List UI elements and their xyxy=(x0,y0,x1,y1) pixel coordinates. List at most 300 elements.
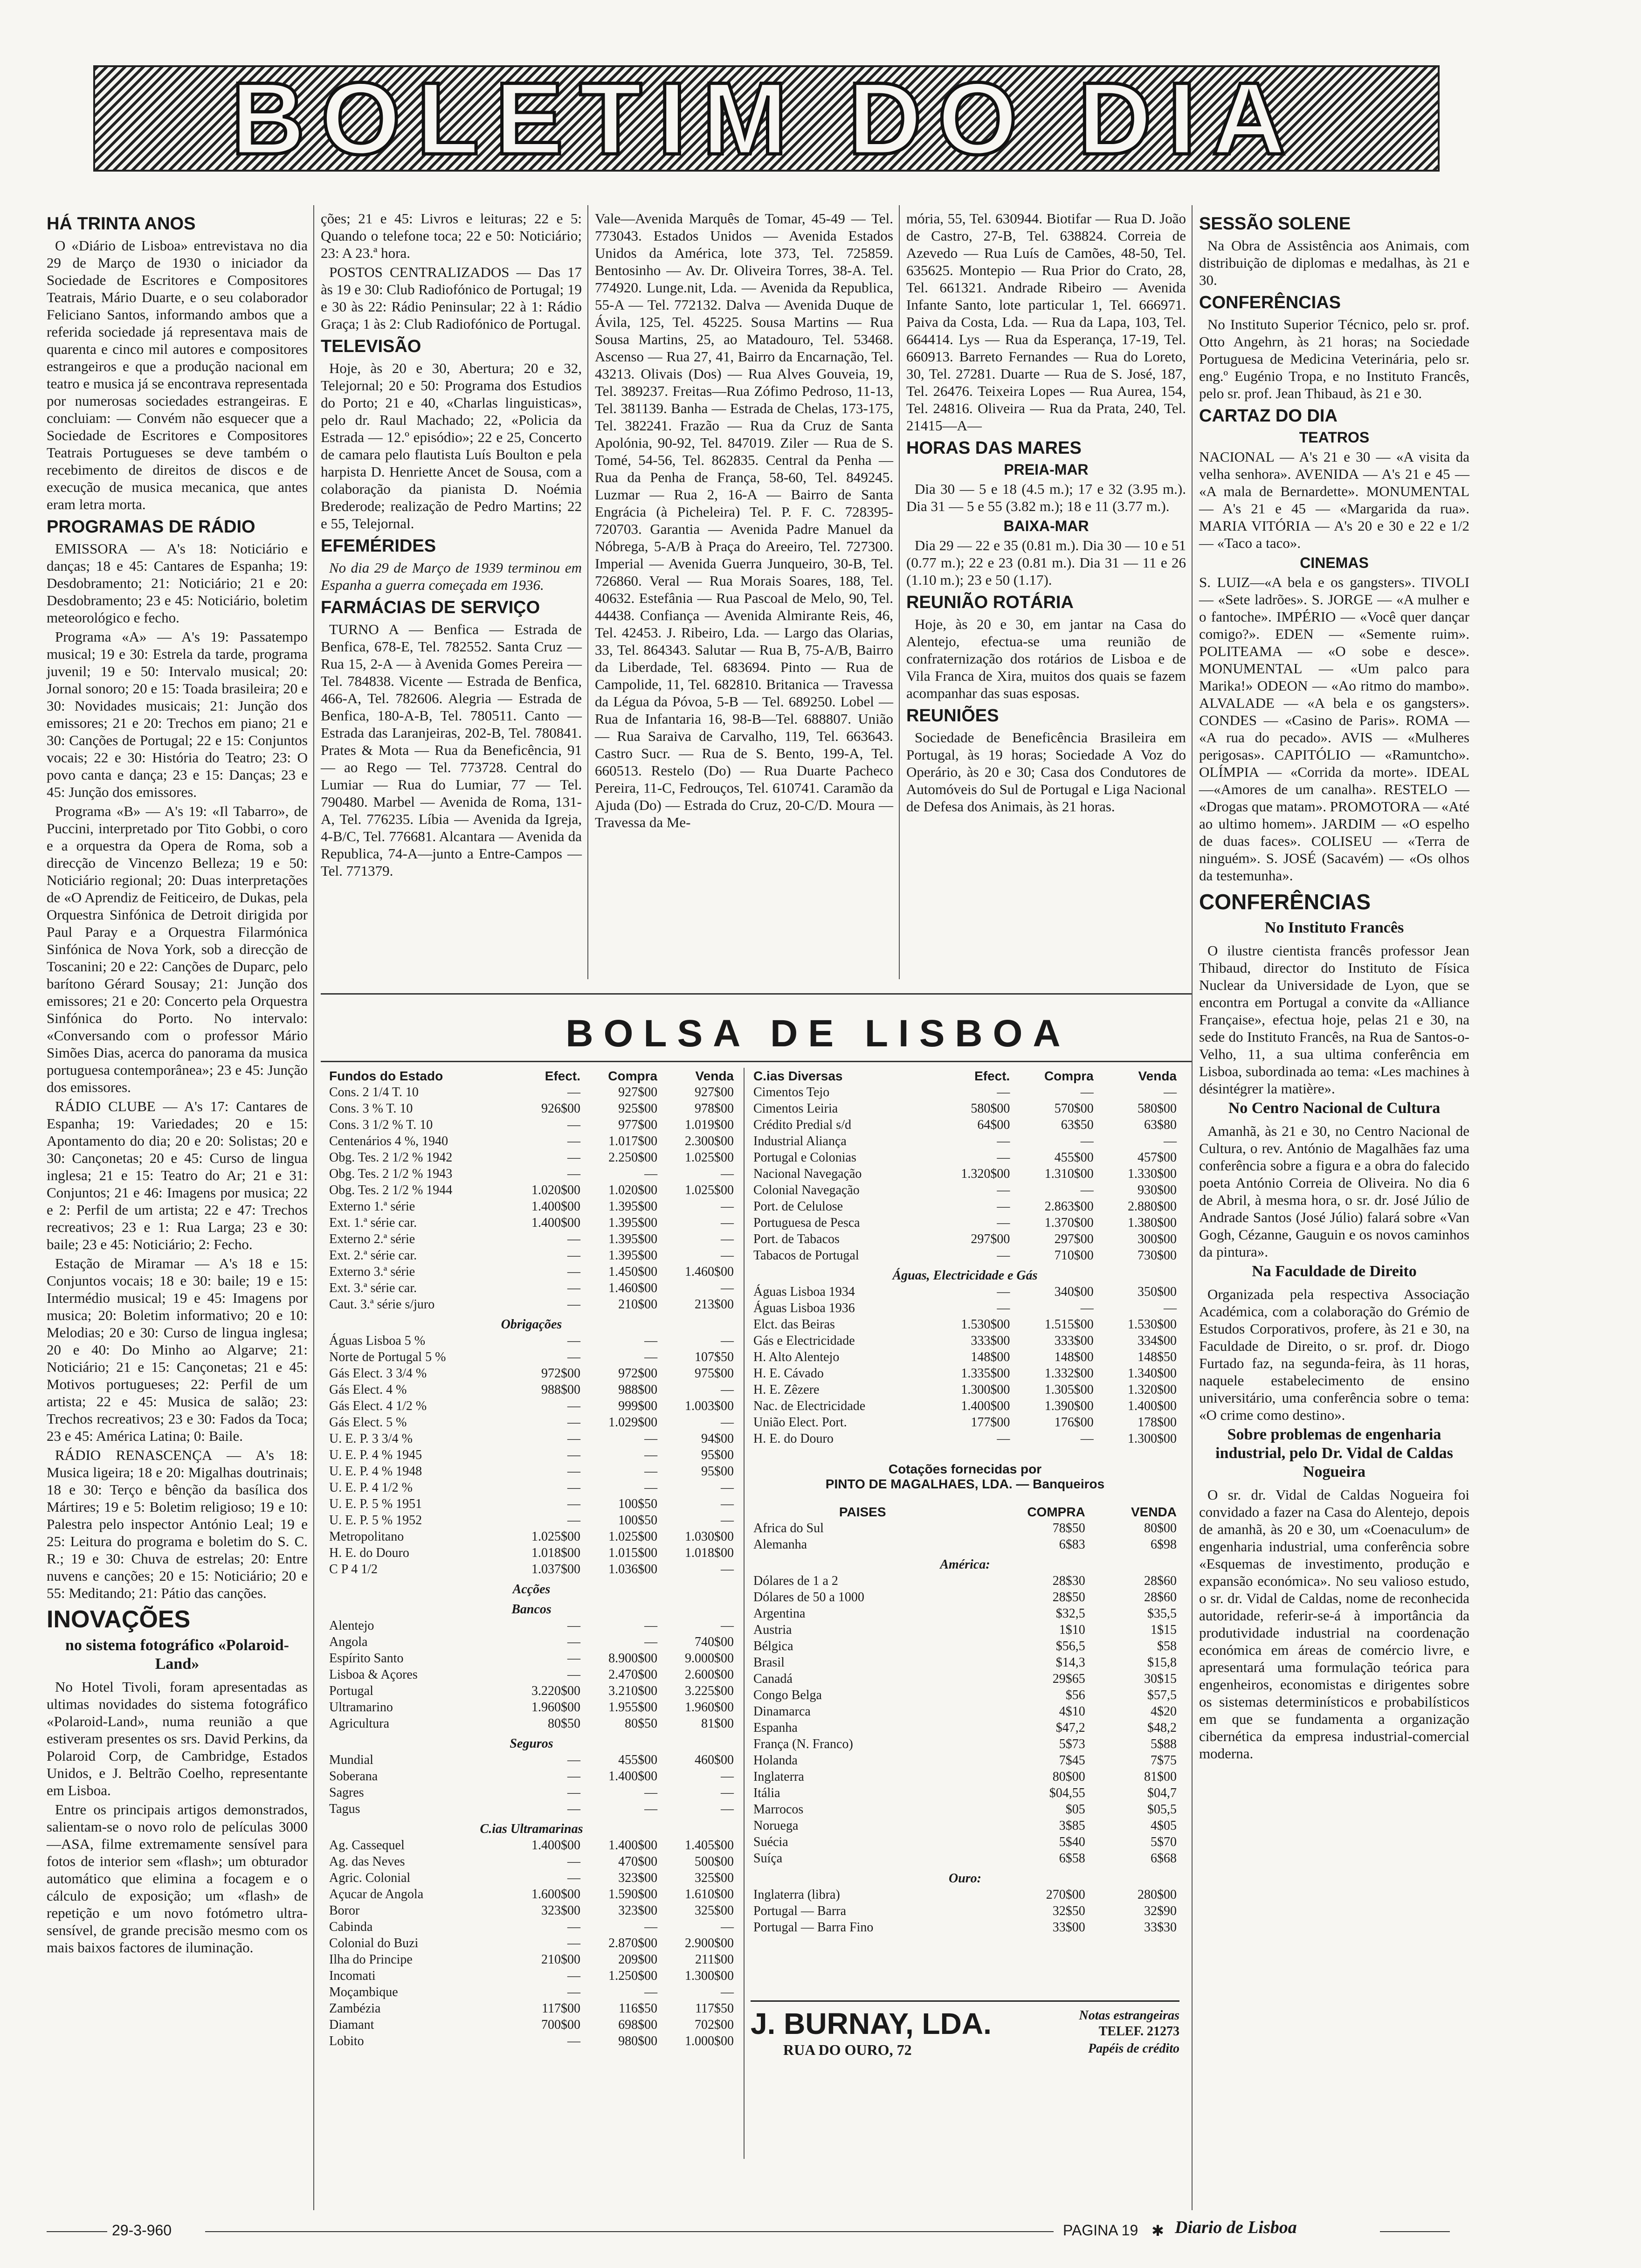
price-v: 81$00 xyxy=(1144,1769,1177,1784)
price-c: 1.395$00 xyxy=(608,1231,658,1246)
table-row xyxy=(751,1536,1179,1553)
price-v: 460$00 xyxy=(695,1752,734,1767)
table-row xyxy=(326,1935,737,1951)
table-row xyxy=(326,1561,737,1577)
price-v: 1.380$00 xyxy=(1128,1215,1177,1230)
price-v: 1.330$00 xyxy=(1128,1166,1177,1181)
article-polaroid-1: No Hotel Tivoli, foram apresentadas as ultimas novidades do sistema fotográfico «Polaroid-Land», numa reunião a que estiveram presentes os srs. David Perkins, da Polaroid Corp, de Cambridge, Estados Unidos, e J. Beltrão Coelho, representante em Lisboa. xyxy=(47,1679,308,1798)
price-v: 5$70 xyxy=(1151,1834,1177,1849)
baixa-mar-label: BAIXA-MAR xyxy=(1003,518,1089,534)
price-v: 500$00 xyxy=(695,1854,734,1869)
table-row xyxy=(326,1296,737,1313)
security-name: H. E. Cávado xyxy=(753,1366,824,1381)
section-heading-reunioes: REUNIÕES xyxy=(906,706,999,726)
price-c: 78$50 xyxy=(1052,1521,1085,1535)
table-row xyxy=(751,1382,1179,1398)
table-row xyxy=(326,1166,737,1182)
price-v: 930$00 xyxy=(1138,1182,1177,1197)
table-group-row xyxy=(751,1867,1179,1887)
price-c: 6$58 xyxy=(1059,1851,1085,1866)
col-header-compra: Compra xyxy=(608,1068,658,1083)
table-row xyxy=(751,1398,1179,1414)
price-c: 1.395$00 xyxy=(608,1248,658,1263)
section-heading-conferencias-2: CONFERÊNCIAS xyxy=(1199,890,1371,914)
security-name: Cimentos Tejo xyxy=(753,1085,830,1099)
section-heading-radio: PROGRAMAS DE RÁDIO xyxy=(47,517,255,537)
col-header-compra: COMPRA xyxy=(1027,1504,1085,1519)
section-heading-mares: HORAS DAS MARES xyxy=(906,438,1082,458)
security-name: Lobito xyxy=(329,2033,364,2048)
price-v: 1.300$00 xyxy=(685,1968,734,1983)
price-c: 32$50 xyxy=(1052,1903,1085,1918)
price-e: 297$00 xyxy=(971,1231,1010,1246)
price-v: 2.300$00 xyxy=(685,1134,734,1148)
security-name: U. E. P. 3 3/4 % xyxy=(329,1431,413,1446)
security-name: Caut. 3.ª série s/juro xyxy=(329,1297,435,1312)
price-c: 1.515$00 xyxy=(1044,1317,1094,1332)
security-name: Gás Elect. 3 3/4 % xyxy=(329,1366,427,1381)
price-v: 740$00 xyxy=(695,1634,734,1649)
security-name: U. E. P. 4 % 1948 xyxy=(329,1464,422,1479)
price-e: — xyxy=(567,1248,581,1263)
price-e: 1.320$00 xyxy=(961,1166,1010,1181)
security-name: Africa do Sul xyxy=(753,1521,824,1535)
security-name: Argentina xyxy=(753,1606,806,1621)
security-name: Portugal e Colonias xyxy=(753,1150,856,1165)
price-e: — xyxy=(567,1919,581,1934)
security-name: Cons. 3 % T. 10 xyxy=(329,1101,413,1116)
table-row xyxy=(751,1887,1179,1903)
radio-clube: RÁDIO CLUBE — A's 17: Cantares de Espanha; 19: Variedades; 20 e 15: Apontamento do dia; 20 e 20: Solistas; 20 e 30: Cançonetas; 20 e 45: Curso de lingua inglesa; 21 e 15: Teatro do Ar; 21 e 31: Conjuntos; 21 e 46: Imagens por musica; 22 e 2: Perfil de um artista; 22 e 47: Trechos recreativos; 23 e 1: Rua Larga; 23 e 30: baile; 23 e 45: Noticiário; 2: Fecho. xyxy=(47,1098,308,1252)
security-name: Industrial Aliança xyxy=(753,1134,847,1148)
section-heading-televisao: TELEVISÃO xyxy=(321,337,421,356)
price-v: 95$00 xyxy=(701,1464,734,1479)
table-row xyxy=(326,1280,737,1296)
subheading-engenharia: Sobre problemas de engenharia industrial, pelo Dr. Vidal de Caldas Nogueira xyxy=(1215,1426,1453,1480)
footer-page: PAGINA 19 xyxy=(1063,2222,1138,2239)
table-row xyxy=(326,1752,737,1768)
table-row xyxy=(326,1650,737,1666)
price-v: 1.400$00 xyxy=(1128,1398,1177,1413)
price-v: 30$15 xyxy=(1144,1671,1177,1686)
table-row xyxy=(326,1618,737,1634)
security-name: Alentejo xyxy=(329,1618,374,1633)
security-name: Boror xyxy=(329,1903,360,1918)
price-c: — xyxy=(1080,1134,1094,1148)
price-c: 8.900$00 xyxy=(608,1651,658,1666)
price-c: 1.305$00 xyxy=(1044,1382,1094,1397)
price-v: 2.880$00 xyxy=(1128,1199,1177,1214)
article-televisao: Hoje, às 20 e 30, Abertura; 20 e 32, Telejornal; 20 e 50: Programa dos Estudios do Porto; 21 e 40, «Charlas linguisticas», pelo dr. Raul Machado; 22, «Policia da Estrada — 12.º episódio»; 22 e 25, Concerto de camara pelo flautista Luís Boulton e pela harpista D. Henriette Ancet de Sousa, com a colaboração da pianista D. Noémia Brederode; realização de Pedro Martins; 22 e 55, Telejornal. xyxy=(321,360,582,532)
price-e: — xyxy=(567,1480,581,1495)
price-e: — xyxy=(567,1117,581,1132)
price-e: — xyxy=(567,1264,581,1279)
security-name: Brasil xyxy=(753,1655,785,1670)
price-c: 2.470$00 xyxy=(608,1667,658,1682)
price-c: — xyxy=(644,1166,658,1181)
bolsa-title-rule xyxy=(321,1061,1192,1062)
price-e: — xyxy=(997,1199,1010,1214)
table-row xyxy=(751,1247,1179,1264)
table-row xyxy=(326,1463,737,1480)
section-heading-trinta-anos: HÁ TRINTA ANOS xyxy=(47,214,196,234)
price-v: 81$00 xyxy=(701,1716,734,1731)
cotacoes-line-2: PINTO DE MAGALHAES, LDA. — Banqueiros xyxy=(825,1477,1105,1491)
security-name: Gás Elect. 4 1/2 % xyxy=(329,1398,427,1413)
table-row xyxy=(326,1333,737,1349)
price-e: Efect. xyxy=(974,1068,1010,1083)
table-row xyxy=(326,1365,737,1382)
price-c: — xyxy=(1080,1182,1094,1197)
table-row xyxy=(326,1801,737,1817)
price-c: 2.870$00 xyxy=(608,1936,658,1950)
table-row xyxy=(751,1117,1179,1133)
security-name: França (N. Franco) xyxy=(753,1736,853,1751)
price-e: 1.025$00 xyxy=(531,1529,581,1544)
price-e: — xyxy=(567,1085,581,1099)
security-name: Centenários 4 %, 1940 xyxy=(329,1134,448,1148)
price-v: — xyxy=(1164,1085,1177,1099)
security-name: Externo 3.ª série xyxy=(329,1264,415,1279)
price-v: $04,7 xyxy=(1147,1785,1177,1800)
price-c: 1.250$00 xyxy=(608,1968,658,1983)
price-c: 1.025$00 xyxy=(608,1529,658,1544)
table-row xyxy=(751,1068,1179,1084)
table-row xyxy=(326,1919,737,1935)
price-c: — xyxy=(644,1431,658,1446)
subheading-faculdade-direito: Na Faculdade de Direito xyxy=(1252,1263,1417,1280)
radio-programa-b: Programa «B» — A's 19: «Il Tabarro», de Puccini, interpretado por Tito Gobbi, o coro e a orquestra da Opera de Roma, sob a direcção de Vincenzo Belleza; 19 e 50: Noticiário regional; 20: Duas interpretações de «O Aprendiz de Feiticeiro, de Dukas, pela Orquestra Sinfónica de Detroit dirigida por Paul Paray e a Orquestra Filarmónica Sinfónica de Nova York, sob a direcção de Toscanini; 20 e 22: Canções de Duparc, pelo barítono Gérard Sousay; 21: Junção dos emissores; 21 e 20: Concerto pela Orquestra Sinfónica do Porto. No intervalo: «Conversando com o professor Mário Simões Dias, acerca do panorama da musica portuguesa contemporânea»; 23 e 45: Junção dos emissores. xyxy=(47,803,308,1095)
price-e: — xyxy=(997,1085,1010,1099)
security-name: Holanda xyxy=(753,1753,798,1768)
price-e: — xyxy=(567,1447,581,1462)
security-name: Ext. 3.ª série car. xyxy=(329,1280,417,1295)
footer-date: 29-3-960 xyxy=(112,2222,172,2239)
price-v: — xyxy=(721,1231,734,1246)
security-name: Cons. 3 1/2 % T. 10 xyxy=(329,1117,433,1132)
table-row xyxy=(326,1968,737,1984)
security-name: Dólares de 1 a 2 xyxy=(753,1573,838,1588)
price-v: 4$05 xyxy=(1151,1818,1177,1833)
price-c: $56 xyxy=(1065,1687,1085,1702)
price-c: 3.210$00 xyxy=(608,1683,658,1698)
price-v: — xyxy=(721,1496,734,1511)
security-name: Obg. Tes. 2 1/2 % 1942 xyxy=(329,1150,453,1165)
price-c: — xyxy=(644,1480,658,1495)
bolsa-top-rule xyxy=(321,993,1192,995)
column-4 xyxy=(906,210,1186,817)
table-row xyxy=(751,1785,1179,1801)
price-c: 33$00 xyxy=(1052,1920,1085,1935)
price-v: $05,5 xyxy=(1147,1802,1177,1817)
price-c: 1.450$00 xyxy=(608,1264,658,1279)
price-e: — xyxy=(567,1801,581,1816)
price-c: 333$00 xyxy=(1054,1333,1094,1348)
footer-star: ✱ xyxy=(1151,2222,1164,2239)
price-c: 5$40 xyxy=(1059,1834,1085,1849)
security-name: Nac. de Electricidade xyxy=(753,1398,866,1413)
price-v: 4$20 xyxy=(1151,1704,1177,1719)
table-row xyxy=(751,1903,1179,1919)
table-row xyxy=(326,1853,737,1870)
price-e: — xyxy=(567,1415,581,1430)
price-v: — xyxy=(721,1333,734,1348)
price-v: 1.530$00 xyxy=(1128,1317,1177,1332)
price-e: — xyxy=(567,1667,581,1682)
price-c: 1$10 xyxy=(1059,1622,1085,1637)
preia-mar-label: PREIA-MAR xyxy=(1004,461,1089,478)
table-row xyxy=(326,1545,737,1561)
price-v: 334$00 xyxy=(1138,1333,1177,1348)
group-label: Acções xyxy=(512,1582,551,1597)
price-c: 210$00 xyxy=(618,1297,658,1312)
price-v: — xyxy=(721,1984,734,1999)
price-e: — xyxy=(567,1349,581,1364)
security-name: Bélgica xyxy=(753,1639,793,1653)
advert-phone: TELEF. 21273 xyxy=(1098,2024,1179,2039)
table-row xyxy=(751,1671,1179,1687)
footer-rule xyxy=(47,2231,107,2232)
security-name: Portugal — Barra xyxy=(753,1903,847,1918)
table-row xyxy=(326,1528,737,1545)
security-name: Ext. 1.ª série car. xyxy=(329,1215,417,1230)
security-name: Suíça xyxy=(753,1851,783,1866)
price-c: 977$00 xyxy=(618,1117,658,1132)
security-name: Espírito Santo xyxy=(329,1651,404,1666)
column-3 xyxy=(595,210,893,833)
price-v: Venda xyxy=(1138,1068,1177,1083)
security-name: U. E. P. 4 1/2 % xyxy=(329,1480,413,1495)
price-v: 1.018$00 xyxy=(685,1545,734,1560)
price-e: — xyxy=(567,1166,581,1181)
price-e: — xyxy=(997,1284,1010,1299)
price-v: 32$90 xyxy=(1144,1903,1177,1918)
price-v: — xyxy=(721,1199,734,1214)
security-name: Elct. das Beiras xyxy=(753,1317,835,1332)
price-v: 1.610$00 xyxy=(685,1887,734,1902)
price-c: 1.400$00 xyxy=(608,1769,658,1784)
burnay-advert xyxy=(751,2000,1179,2062)
security-name: Inglaterra (libra) xyxy=(753,1887,840,1902)
table-row xyxy=(326,1768,737,1784)
price-v: — xyxy=(721,1166,734,1181)
price-e: 1.600$00 xyxy=(531,1887,581,1902)
price-v: — xyxy=(721,1769,734,1784)
article-conferencias-1: No Instituto Superior Técnico, pelo sr. prof. Otto Angehrn, às 21 horas; na Sociedade Portuguesa de Medicina Veterinária, pelo sr. eng.º Eugénio Tropa, e no Instituto Francês, pelo sr. prof. Jean Thibaud, às 21 e 30. xyxy=(1199,316,1469,401)
security-name: Dinamarca xyxy=(753,1704,811,1719)
col-header-efect: Efect. xyxy=(545,1068,581,1083)
table-row xyxy=(326,1100,737,1117)
price-c: 1.017$00 xyxy=(608,1134,658,1148)
price-e: 1.335$00 xyxy=(961,1366,1010,1381)
price-v: 1.300$00 xyxy=(1128,1431,1177,1446)
table-row xyxy=(326,1634,737,1650)
price-e: — xyxy=(567,1618,581,1633)
price-v: 1.025$00 xyxy=(685,1150,734,1165)
price-c: 100$50 xyxy=(618,1496,658,1511)
col-header-venda: Venda xyxy=(695,1068,734,1083)
price-c: 470$00 xyxy=(618,1854,658,1869)
radio-programa-a: Programa «A» — A's 19: Passatempo musical; 19 e 30: Estrela da tarde, programa juvenil; 19 e 50: Intervalo musical; 20: Jornal sonoro; 20 e 15: Toada brasileira; 20 e 30: Novidades musicais; 21: Junção dos emissores; 21 e 20: Trechos em piano; 21 e 30: Canções de Portugal; 22 e 15: Conjuntos vocais; 22 e 30: História do Teatro; 23: O povo canta e dança; 23 e 15: Danças; 23 e 45: Junção dos emissores. xyxy=(47,629,308,800)
table-row xyxy=(751,1431,1179,1447)
table-row xyxy=(751,1215,1179,1231)
table-row xyxy=(751,1638,1179,1654)
price-v: 178$00 xyxy=(1138,1415,1177,1430)
price-c: 3$85 xyxy=(1059,1818,1085,1833)
table-row xyxy=(326,1496,737,1512)
article-rotaria: Hoje, às 20 e 30, em jantar na Casa do Alentejo, efectua-se uma reunião de confraternização dos rotários de Lisboa e de Vila Franca de Xira, muitos dos quais se fazem acompanhar das suas esposas. xyxy=(906,616,1186,701)
price-e: 333$00 xyxy=(971,1333,1010,1348)
table-row xyxy=(751,1769,1179,1785)
price-e: — xyxy=(997,1248,1010,1263)
table-row xyxy=(326,1886,737,1902)
group-label: América: xyxy=(940,1557,990,1572)
price-c: 80$00 xyxy=(1052,1769,1085,1784)
table-row xyxy=(751,1919,1179,1936)
security-name: Canadá xyxy=(753,1671,793,1686)
column-rule xyxy=(899,205,900,979)
advert-name: J. BURNAY, LDA. xyxy=(751,2007,992,2040)
price-v: — xyxy=(721,1785,734,1800)
price-v: 3.225$00 xyxy=(685,1683,734,1698)
price-e: — xyxy=(567,1752,581,1767)
security-name: Ext. 2.ª série car. xyxy=(329,1248,417,1263)
security-name: Incomati xyxy=(329,1968,376,1983)
article-instituto-frances: O ilustre cientista francês professor Jean Thibaud, director do Instituto de Física Nuclear da Universidade de Lyon, que se encontra em Portugal a convite da «Alliance Française», efectua hoje, pelas 21 e 30, na sede do Instituto Francês, na Rua de Santos-o-Velho, 11, a sua ultima conferência em Lisboa, subordinada ao tema: «Les machines à désintégrer la matière». xyxy=(1199,942,1469,1097)
article-faculdade-direito: Organizada pela respectiva Associação Académica, com a colaboração do Grémio de Estudos Corporativos, profere, às 21 e 30, na Faculdade de Direito, o sr. prof. dr. Diogo Furtado faz, na segunda-feira, às 11 horas, naquele estabelecimento de ensino universitário, uma conferência sobre o tema: «O crime como destino». xyxy=(1199,1286,1469,1423)
price-c: 1.020$00 xyxy=(608,1182,658,1197)
col-header-venda: VENDA xyxy=(1131,1504,1177,1519)
price-c: 28$50 xyxy=(1052,1590,1085,1604)
table-row xyxy=(326,1784,737,1801)
price-c: 100$50 xyxy=(618,1513,658,1528)
radio-continuation: ções; 21 e 45: Livros e leituras; 22 e 5: Quando o telefone toca; 22 e 50: Noticiário; 23: A 23.ª hora. xyxy=(321,210,582,261)
price-v: 280$00 xyxy=(1138,1887,1177,1902)
price-v: — xyxy=(721,1801,734,1816)
price-v: 1.340$00 xyxy=(1128,1366,1177,1381)
table-header-row xyxy=(751,1504,1179,1520)
price-v: 580$00 xyxy=(1138,1101,1177,1116)
price-v: 978$00 xyxy=(695,1101,734,1116)
price-v: 350$00 xyxy=(1138,1284,1177,1299)
price-c: — xyxy=(644,1634,658,1649)
price-c: 323$00 xyxy=(618,1903,658,1918)
price-v: 2.600$00 xyxy=(685,1667,734,1682)
security-name: Moçambique xyxy=(329,1984,398,1999)
table-row xyxy=(326,1117,737,1133)
bolsa-right-body xyxy=(751,1068,1179,1447)
price-e: — xyxy=(997,1300,1010,1315)
subheading-instituto-frances: No Instituto Francês xyxy=(1264,919,1404,936)
price-v: 457$00 xyxy=(1138,1150,1177,1165)
price-e: 1.037$00 xyxy=(531,1562,581,1577)
price-e: 64$00 xyxy=(977,1117,1010,1132)
security-name: Cimentos Leiria xyxy=(753,1101,838,1116)
column-1 xyxy=(47,210,308,1958)
price-c: 29$65 xyxy=(1052,1671,1085,1686)
security-name: Gás Elect. 4 % xyxy=(329,1382,407,1397)
price-c: 63$50 xyxy=(1061,1117,1094,1132)
price-v: 107$50 xyxy=(695,1349,734,1364)
price-c: 925$00 xyxy=(618,1101,658,1116)
security-name: União Elect. Port. xyxy=(753,1415,847,1430)
price-v: 33$30 xyxy=(1144,1920,1177,1935)
price-c: 455$00 xyxy=(1054,1150,1094,1165)
table-row xyxy=(326,1264,737,1280)
cotacoes-line-1: Cotações fornecidas por xyxy=(888,1462,1042,1476)
price-v: — xyxy=(721,1562,734,1577)
bolsa-table-fundos xyxy=(326,1068,737,2049)
security-name: Itália xyxy=(753,1785,780,1800)
price-c: 710$00 xyxy=(1054,1248,1094,1263)
price-c: 1.395$00 xyxy=(608,1199,658,1214)
price-c: 2.863$00 xyxy=(1044,1199,1094,1214)
price-e: — xyxy=(567,1936,581,1950)
price-v: 9.000$00 xyxy=(685,1651,734,1666)
price-c: — xyxy=(644,1984,658,1999)
price-e: — xyxy=(567,1496,581,1511)
security-name: Nacional Navegação xyxy=(753,1166,862,1181)
security-name: Agricultura xyxy=(329,1716,390,1731)
table-row xyxy=(326,1715,737,1732)
column-rule xyxy=(1192,205,1193,2210)
table-row xyxy=(751,1316,1179,1333)
price-c: $32,5 xyxy=(1055,1606,1085,1621)
price-v: 211$00 xyxy=(695,1952,734,1967)
price-e: 210$00 xyxy=(541,1952,581,1967)
security-name: Obg. Tes. 2 1/2 % 1944 xyxy=(329,1182,453,1197)
price-c: — xyxy=(1080,1300,1094,1315)
table-row xyxy=(751,1284,1179,1300)
column-rule xyxy=(313,205,314,2210)
subheading-polaroid: no sistema fotográfico «Polaroid-Land» xyxy=(65,1637,290,1673)
table-row xyxy=(751,1149,1179,1166)
price-c: 28$30 xyxy=(1052,1573,1085,1588)
price-e: 3.220$00 xyxy=(531,1683,581,1698)
price-c: 455$00 xyxy=(618,1752,658,1767)
article-sessao: Na Obra de Assistência aos Animais, com distribuição de diplomas e medalhas, às 21 e 30. xyxy=(1199,237,1469,288)
table-group-row xyxy=(326,1817,737,1837)
price-e: — xyxy=(567,1231,581,1246)
table-row xyxy=(326,1837,737,1853)
table-row xyxy=(751,1736,1179,1752)
footer-paper: Diario de Lisboa xyxy=(1175,2218,1297,2237)
price-c: $14,3 xyxy=(1055,1655,1085,1670)
table-row xyxy=(751,1166,1179,1182)
security-name: Suécia xyxy=(753,1834,788,1849)
table-row xyxy=(751,1414,1179,1431)
price-c: 6$83 xyxy=(1059,1537,1085,1552)
advert-line-3: Papéis de crédito xyxy=(1088,2041,1179,2056)
table-row xyxy=(326,1182,737,1198)
security-name: Açucar de Angola xyxy=(329,1887,424,1902)
security-name: Ilha do Principe xyxy=(329,1952,413,1967)
price-c: 176$00 xyxy=(1054,1415,1094,1430)
security-name: Tagus xyxy=(329,1801,360,1816)
table-row xyxy=(751,1300,1179,1316)
radio-emissora: EMISSORA — A's 18: Noticiário e danças; 18 e 45: Cantares de Espanha; 19: Desdobramento; 21: Noticiário; 21 e 20: Desdobramento; 23 e 45: Noticiário, boletim meteorológico e fecho. xyxy=(47,540,308,626)
security-name: Dólares de 50 a 1000 xyxy=(753,1590,864,1604)
price-e: 580$00 xyxy=(971,1101,1010,1116)
section-heading-sessao: SESSÃO SOLENE xyxy=(1199,214,1351,234)
table-row xyxy=(326,1447,737,1463)
cambios-table xyxy=(751,1504,1179,1936)
price-v: 5$88 xyxy=(1151,1736,1177,1751)
price-v: 6$98 xyxy=(1151,1537,1177,1552)
table-row xyxy=(326,1247,737,1264)
price-c: 1.395$00 xyxy=(608,1215,658,1230)
security-name: Ultramarino xyxy=(329,1700,393,1715)
